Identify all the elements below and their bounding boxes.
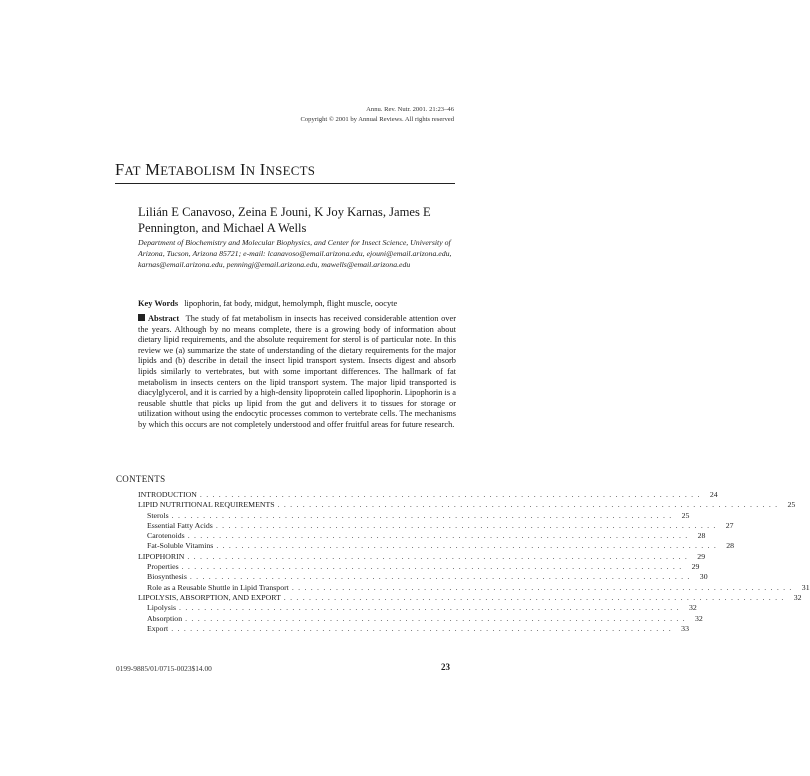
toc-entry bbox=[138, 520, 734, 531]
affiliation: Department of Biochemistry and Molecular Biophysics, and Center for Insect Science, University of Arizona, Tucson, Arizona 85721; e-mail: lcanavoso@email.arizona.edu, ejouni@email.arizona.edu, karnas@email.arizona.edu, penningj@email.arizona.edu, mawells@email.arizona.edu bbox=[138, 238, 452, 269]
toc-leader-dots: . . . . . . . . . . . . . . . . . . . . . . . . . . . . . . . . . . . . . . . . . . . . . . . . . . . . . . . . . . . . . . . . . . . . . . . . . . . . . . . . bbox=[181, 562, 683, 572]
journal-citation-block bbox=[300, 105, 454, 124]
toc-entry-page: 28 bbox=[697, 531, 706, 541]
toc-entry bbox=[138, 500, 796, 510]
article-title bbox=[115, 160, 315, 180]
toc-entry-label: Biosynthesis bbox=[147, 572, 187, 582]
footer-code: 0199-9885/01/0715-0023$14.00 bbox=[116, 664, 212, 673]
contents-heading: CONTENTS bbox=[116, 474, 166, 484]
journal-citation: Annu. Rev. Nutr. 2001. 21:23–46 bbox=[366, 106, 454, 113]
toc-entry-label: Fat-Soluble Vitamins bbox=[147, 541, 214, 551]
toc-entry-page: 33 bbox=[681, 623, 689, 633]
toc-leader-dots: . . . . . . . . . . . . . . . . . . . . . . . . . . . . . . . . . . . . . . . . . . . . . . . . . . . . . . . . . . . . . . . . . . . . . . . . . . . . . . . . bbox=[171, 623, 672, 633]
toc-leader-dots: . . . . . . . . . . . . . . . . . . . . . . . . . . . . . . . . . . . . . . . . . . . . . . . . . . . . . . . . . . . . . . . . . . . . . . . . . . . . . . . . bbox=[187, 531, 689, 541]
toc-entry-page: 32 bbox=[793, 592, 802, 602]
toc-entry-page: 28 bbox=[726, 541, 735, 551]
toc-entry-label: LIPOPHORIN bbox=[138, 551, 185, 561]
toc-entry-page: 32 bbox=[688, 603, 697, 613]
toc-entry-page: 31 bbox=[801, 582, 810, 592]
toc-entry bbox=[138, 623, 689, 634]
toc-entry-label: Sterols bbox=[147, 510, 169, 520]
toc-entry-label: LIPID NUTRITIONAL REQUIREMENTS bbox=[138, 500, 275, 510]
toc-entry bbox=[138, 582, 810, 593]
toc-leader-dots: . . . . . . . . . . . . . . . . . . . . . . . . . . . . . . . . . . . . . . . . . . . . . . . . . . . . . . . . . . . . . . . . . . . . . . . . . . . . . . . . bbox=[291, 582, 793, 592]
toc-entry-label: Essential Fatty Acids bbox=[147, 520, 213, 530]
article-title-text: FAT METABOLISM IN INSECTS bbox=[115, 160, 316, 179]
toc-leader-dots: . . . . . . . . . . . . . . . . . . . . . . . . . . . . . . . . . . . . . . . . . . . . . . . . . . . . . . . . . . . . . . . . . . . . . . . . . . . . . . . . bbox=[171, 510, 673, 520]
toc-leader-dots: . . . . . . . . . . . . . . . . . . . . . . . . . . . . . . . . . . . . . . . . . . . . . . . . . . . . . . . . . . . . . . . . . . . . . . . . . . . . . . . . bbox=[185, 613, 686, 623]
square-bullet-icon bbox=[138, 314, 145, 321]
abstract-label: Abstract bbox=[148, 314, 180, 323]
toc-entry-label: LIPOLYSIS, ABSORPTION, AND EXPORT bbox=[138, 592, 281, 602]
toc-leader-dots: . . . . . . . . . . . . . . . . . . . . . . . . . . . . . . . . . . . . . . . . . . . . . . . . . . . . . . . . . . . . . . . . . . . . . . . . . . . . . . . . bbox=[189, 572, 691, 582]
toc-entry bbox=[138, 562, 700, 572]
toc-entry-label: Role as a Reusable Shuttle in Lipid Transport bbox=[147, 582, 289, 592]
toc-entry-page: 29 bbox=[691, 562, 700, 572]
toc-leader-dots: . . . . . . . . . . . . . . . . . . . . . . . . . . . . . . . . . . . . . . . . . . . . . . . . . . . . . . . . . . . . . . . . . . . . . . . . . . . . . . . . bbox=[215, 520, 717, 530]
toc-entry bbox=[138, 551, 706, 562]
toc-entry-label: Export bbox=[147, 623, 169, 633]
toc-entry-label: Carotenoids bbox=[147, 531, 185, 541]
toc-entry bbox=[138, 490, 718, 500]
toc-leader-dots: . . . . . . . . . . . . . . . . . . . . . . . . . . . . . . . . . . . . . . . . . . . . . . . . . . . . . . . . . . . . . . . . . . . . . . . . . . . . . . . . bbox=[216, 541, 718, 551]
page-number: 23 bbox=[441, 662, 450, 672]
toc-entry-label: Lipolysis bbox=[147, 603, 177, 613]
toc-entry bbox=[138, 592, 802, 603]
toc-entry-page: 32 bbox=[695, 613, 703, 623]
toc-leader-dots: . . . . . . . . . . . . . . . . . . . . . . . . . . . . . . . . . . . . . . . . . . . . . . . . . . . . . . . . . . . . . . . . . . . . . . . . . . . . . . . . bbox=[277, 500, 779, 510]
toc-entry-label: Absorption bbox=[147, 613, 183, 623]
toc-entry bbox=[138, 603, 697, 613]
keywords bbox=[138, 298, 458, 309]
toc-leader-dots: . . . . . . . . . . . . . . . . . . . . . . . . . . . . . . . . . . . . . . . . . . . . . . . . . . . . . . . . . . . . . . . . . . . . . . . . . . . . . . . . bbox=[179, 603, 680, 613]
authors: Lilián E Canavoso, Zeina E Jouni, K Joy Karnas, James E Pennington, and Michael A Wells bbox=[138, 205, 431, 235]
toc-leader-dots: . . . . . . . . . . . . . . . . . . . . . . . . . . . . . . . . . . . . . . . . . . . . . . . . . . . . . . . . . . . . . . . . . . . . . . . . . . . . . . . . bbox=[283, 592, 785, 602]
abstract-text: The study of fat metabolism in insects has received considerable attention over the years. Although by no means complete, there is a growing body of information about dietary lipid requirements, and the absolute requirement for sterol is of particular note. In this review we (a) summarize the state of understanding of the dietary requirements for the major lipids and (b) describe in detail the insect lipid transport system. Insects digest and absorb lipids similarly to vertebrates, but with some important differences. The hallmark of fat metabolism in insects centers on the lipid transport system. The major lipid transported is diacylglycerol, and it is carried by a high-density lipoprotein called lipophorin. Lipophorin is a reusable shuttle that picks up lipid from the gut and delivers it to tissues for storage or utilization without using the endocytic processes common to vertebrate cells. The mechanisms by which this occurs are not completely understood and offer fruitful areas for future research. bbox=[138, 314, 456, 429]
title-rule bbox=[115, 183, 455, 184]
table-of-contents bbox=[138, 490, 810, 634]
toc-entry bbox=[138, 572, 708, 582]
keywords-text: lipophorin, fat body, midgut, hemolymph, flight muscle, oocyte bbox=[184, 299, 398, 308]
abstract bbox=[138, 314, 456, 431]
toc-entry-page: 30 bbox=[699, 572, 708, 582]
toc-entry-page: 25 bbox=[681, 510, 690, 520]
toc-entry-label: INTRODUCTION bbox=[138, 490, 197, 499]
toc-entry-page: 25 bbox=[787, 500, 796, 510]
toc-leader-dots: . . . . . . . . . . . . . . . . . . . . . . . . . . . . . . . . . . . . . . . . . . . . . . . . . . . . . . . . . . . . . . . . . . . . . . . . . . . . . . . . bbox=[199, 490, 701, 499]
toc-entry-label: Properties bbox=[147, 562, 179, 572]
keywords-label: Key Words bbox=[138, 299, 179, 308]
toc-entry-page: 24 bbox=[709, 490, 718, 499]
toc-entry-page: 29 bbox=[697, 551, 706, 561]
toc-entry bbox=[138, 541, 735, 551]
toc-entry-page: 27 bbox=[725, 520, 734, 530]
toc-entry bbox=[138, 531, 706, 541]
toc-entry bbox=[138, 613, 703, 624]
toc-leader-dots: . . . . . . . . . . . . . . . . . . . . . . . . . . . . . . . . . . . . . . . . . . . . . . . . . . . . . . . . . . . . . . . . . . . . . . . . . . . . . . . . bbox=[187, 551, 689, 561]
toc-entry bbox=[138, 510, 690, 521]
copyright-notice: Copyright © 2001 by Annual Reviews. All rights reserved bbox=[300, 115, 454, 123]
